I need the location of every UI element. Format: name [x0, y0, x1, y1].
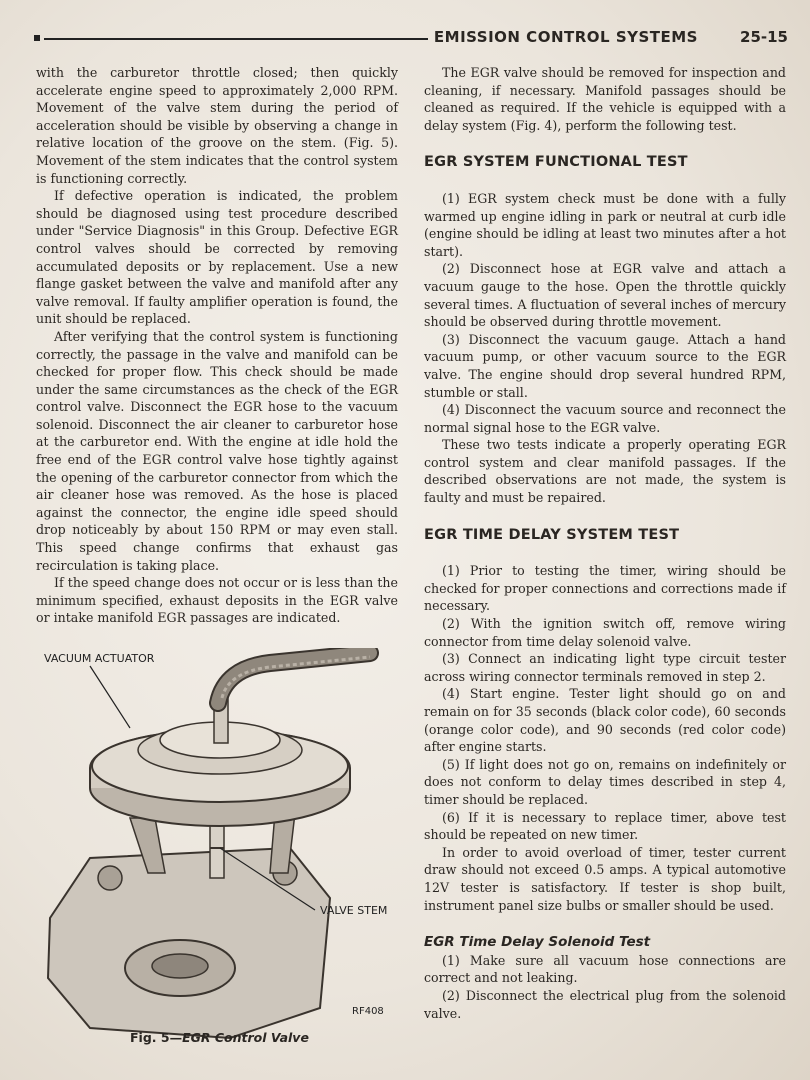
egr-valve-figure [30, 648, 400, 1058]
paragraph: After verifying that the control system is functioning correctly, the passage in the valve and manifold can be checked for proper flow. This check should be made under the same circumstances as the check of the EGR control valve. Disconnect the EGR hose to the vacuum solenoid. Disconnect the air cleaner to carburetor hose at the carburetor end. With the engine at idle hold the free end of the EGR control valve hose tightly against the opening of the carburetor connector from which the air cleaner hose was removed. As the hose is placed against the connector, the engine idle speed should drop noticeably by about 150 RPM or may even stall. This speed change confirms that exhaust gas recirculation is taking place. [36, 328, 398, 573]
figure-caption [130, 1030, 309, 1045]
paragraph: These two tests indicate a properly operating EGR control system and clear manifold passages. If the described observations are not made, the system is faulty and must be repaired. [424, 437, 786, 506]
step: (6) If it is necessary to replace timer, above test should be repeated on new timer. [424, 809, 786, 843]
header-bullet [34, 35, 40, 41]
step: (2) Disconnect hose at EGR valve and attach a vacuum gauge to the hose. Open the throttle quickly several times. A fluctuation of several inches of mercury should be observed during throttle movement. [424, 261, 786, 330]
step: (1) EGR system check must be done with a fully warmed up engine idling in park or neutral at curb idle (engine should be idling at least two minutes after a hot start). [424, 190, 786, 259]
paragraph: If defective operation is indicated, the problem should be diagnosed using test procedure described under "Service Diagnosis" in this Group. Defective EGR control valves should be corrected by removing accumulated deposits or by replacement. Use a new flange gasket between the valve and manifold after any valve removal. If faulty amplifier operation is found, the unit should be replaced. [36, 188, 398, 327]
vacuum-actuator-label: VACUUM ACTUATOR [44, 652, 155, 665]
egr-valve-illustration [30, 648, 400, 1058]
step: (4) Start engine. Tester light should go on and remain on for 35 seconds (black color code), 60 seconds (orange color code), and 90 seconds (red color code) after engine starts. [424, 686, 786, 755]
right-column [424, 64, 786, 1022]
heading-solenoid-test: EGR Time Delay Solenoid Test [424, 934, 651, 951]
valve-stem-label: VALVE STEM [320, 904, 388, 917]
caption-text: EGR Control Valve [182, 1030, 309, 1045]
step: (5) If light does not go on, remains on indefinitely or does not conform to delay times described in step 4, timer should be replaced. [424, 756, 786, 807]
step: (1) Prior to testing the timer, wiring should be checked for proper connections and corrections made if necessary. [424, 563, 786, 614]
page-number: 25-15 [740, 28, 788, 46]
paragraph: The EGR valve should be removed for inspection and cleaning, if necessary. Manifold passages should be cleaned as required. If the vehicle is equipped with a delay system (Fig. 4), perform the following test. [424, 65, 786, 133]
step: (2) Disconnect the electrical plug from the solenoid valve. [424, 987, 786, 1021]
step: (2) With the ignition switch off, remove wiring connector from time delay solenoid valve. [424, 616, 786, 649]
step: (4) Disconnect the vacuum source and reconnect the normal signal hose to the EGR valve. [424, 402, 786, 435]
heading-functional-test: EGR SYSTEM FUNCTIONAL TEST [424, 154, 688, 171]
heading-time-delay-test: EGR TIME DELAY SYSTEM TEST [424, 526, 680, 543]
step: (1) Make sure all vacuum hose connections are correct and not leaking. [424, 952, 786, 986]
page-header [34, 28, 788, 52]
paragraph: with the carburetor throttle closed; then quickly accelerate engine speed to approximately 2,000 RPM. Movement of the valve stem during the period of acceleration should be visible by observing a change in relative location of the groove on the stem. (Fig. 5). Movement of the stem indicates that the control system is functioning correctly. [36, 65, 398, 186]
step: (3) Disconnect the vacuum gauge. Attach a hand vacuum pump, or other vacuum source to the EGR valve. The engine should drop several hundred RPM, stumble or stall. [424, 331, 786, 400]
header-rule [44, 38, 428, 40]
paragraph: If the speed change does not occur or is less than the minimum specified, exhaust deposits in the EGR valve or intake manifold EGR passages are indicated. [36, 575, 398, 626]
paragraph: In order to avoid overload of timer, tester current draw should not exceed 0.5 amps. A typical automotive 12V tester is satisfactory. If tester is shop built, instrument panel size bulbs or smaller should be used. [424, 844, 786, 913]
figure-ref: RF408 [352, 1006, 384, 1017]
section-title: EMISSION CONTROL SYSTEMS [433, 28, 698, 46]
left-column [36, 64, 398, 627]
step: (3) Connect an indicating light type circuit tester across wiring connector terminals removed in step 2. [424, 651, 786, 684]
caption-prefix: Fig. 5— [130, 1030, 183, 1045]
